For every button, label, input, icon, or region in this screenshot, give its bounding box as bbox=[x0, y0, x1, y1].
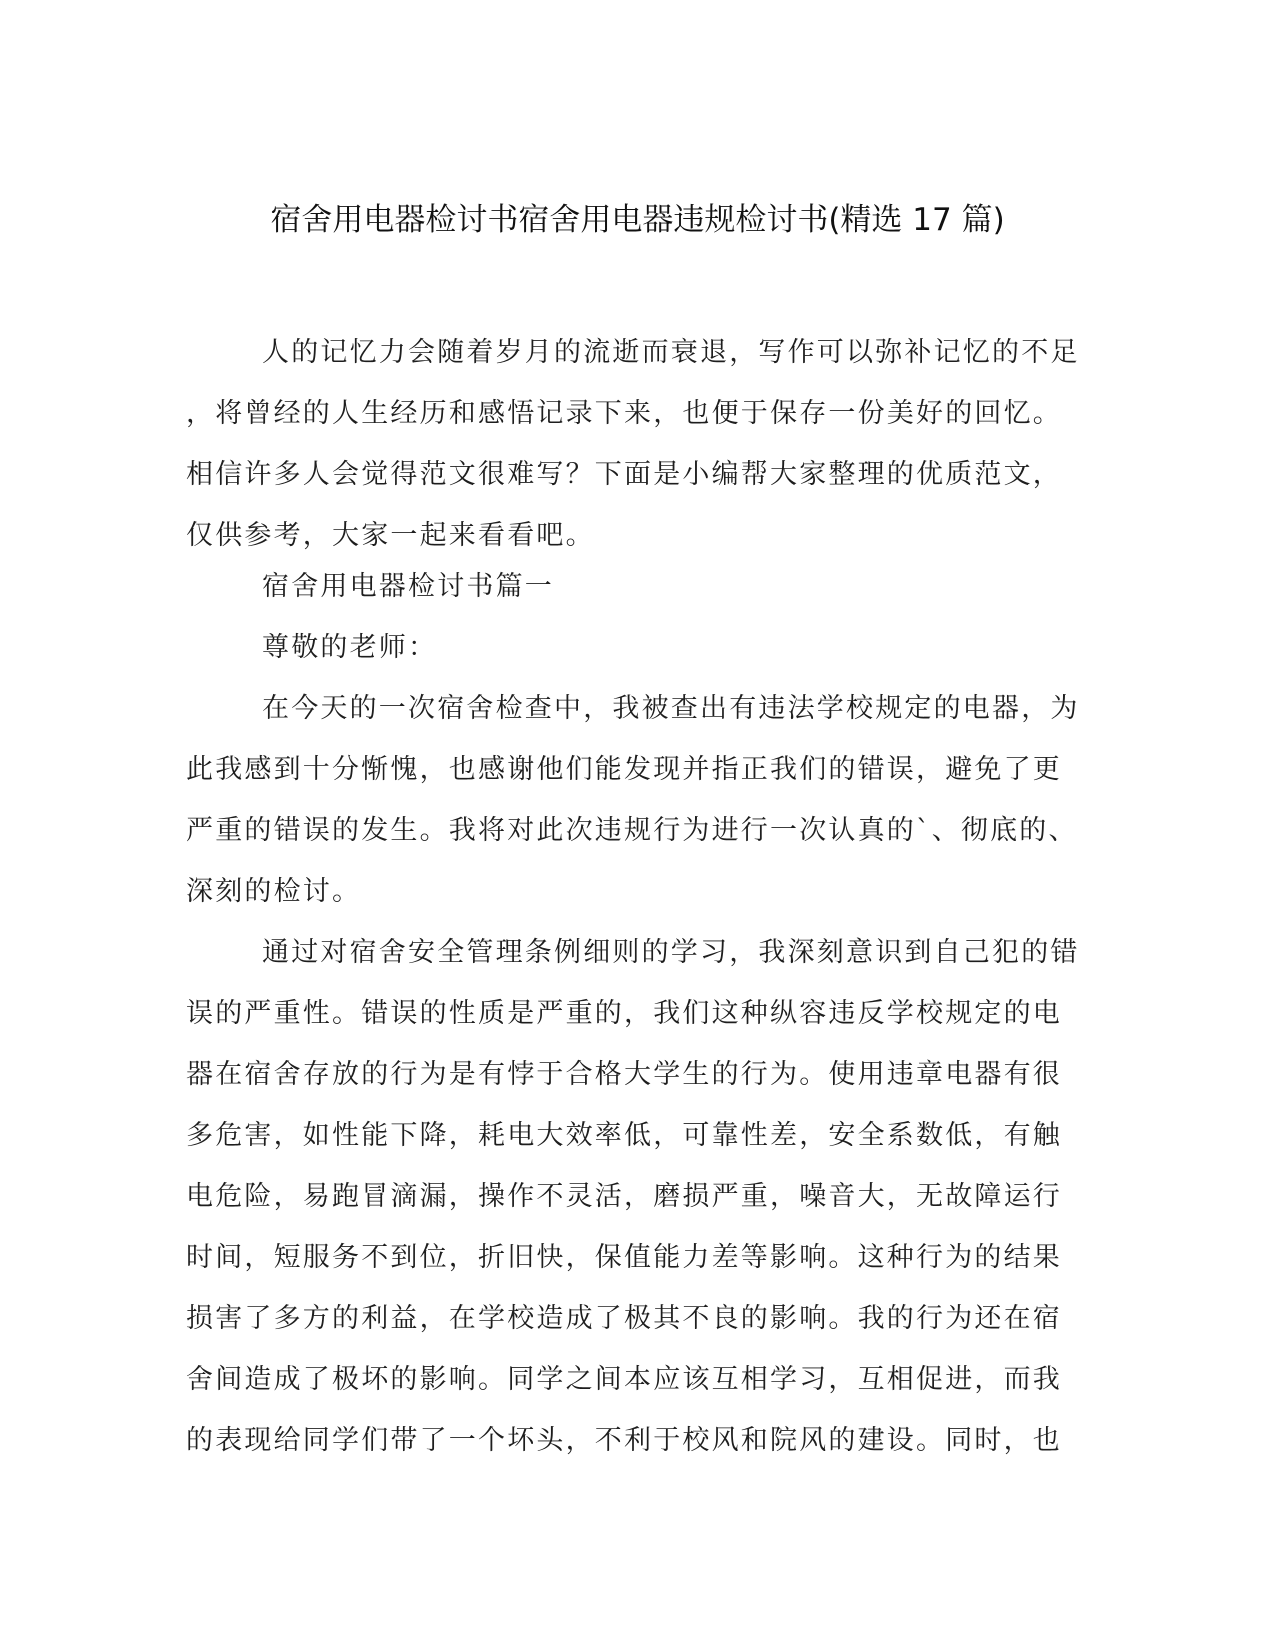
paragraph-line: 在今天的一次宿舍检查中，我被查出有违法学校规定的电器，为 bbox=[262, 693, 1080, 724]
paragraph-one bbox=[186, 678, 1090, 922]
section-heading: 宿舍用电器检讨书篇一 bbox=[262, 571, 554, 602]
paragraph-two bbox=[186, 922, 1090, 1471]
salutation: 尊敬的老师： bbox=[262, 632, 438, 663]
paragraph-line: 的表现给同学们带了一个坏头，不利于校风和院风的建设。同时，也 bbox=[186, 1425, 1062, 1456]
paragraph-line: 电危险，易跑冒滴漏，操作不灵活，磨损严重，噪音大，无故障运行 bbox=[186, 1181, 1062, 1212]
intro-line: 人的记忆力会随着岁月的流逝而衰退，写作可以弥补记忆的不足 bbox=[262, 337, 1080, 368]
paragraph-line: 时间，短服务不到位，折旧快，保值能力差等影响。这种行为的结果 bbox=[186, 1242, 1062, 1273]
paragraph-line: 此我感到十分惭愧，也感谢他们能发现并指正我们的错误，避免了更 bbox=[186, 754, 1062, 785]
intro-line: 仅供参考，大家一起来看看吧。 bbox=[186, 520, 595, 551]
paragraph-line: 通过对宿舍安全管理条例细则的学习，我深刻意识到自己犯的错 bbox=[262, 937, 1080, 968]
intro-paragraph bbox=[186, 322, 1090, 566]
paragraph-line: 损害了多方的利益，在学校造成了极其不良的影响。我的行为还在宿 bbox=[186, 1303, 1062, 1334]
paragraph-line: 器在宿舍存放的行为是有悖于合格大学生的行为。使用违章电器有很 bbox=[186, 1059, 1062, 1090]
intro-line: 相信许多人会觉得范文很难写？下面是小编帮大家整理的优质范文， bbox=[186, 459, 1062, 490]
salutation-block bbox=[186, 617, 1090, 678]
paragraph-line: 舍间造成了极坏的影响。同学之间本应该互相学习，互相促进，而我 bbox=[186, 1364, 1062, 1395]
document-title: 宿舍用电器检讨书宿舍用电器违规检讨书(精选 17 篇) bbox=[270, 202, 1005, 238]
intro-line: ，将曾经的人生经历和感悟记录下来，也便于保存一份美好的回忆。 bbox=[186, 398, 1062, 429]
paragraph-line: 误的严重性。错误的性质是严重的，我们这种纵容违反学校规定的电 bbox=[186, 998, 1062, 1029]
section-heading-block bbox=[186, 556, 1090, 617]
paragraph-line: 深刻的检讨。 bbox=[186, 876, 362, 907]
paragraph-line: 多危害，如性能下降，耗电大效率低，可靠性差，安全系数低，有触 bbox=[186, 1120, 1062, 1151]
paragraph-line: 严重的错误的发生。我将对此次违规行为进行一次认真的`、彻底的、 bbox=[186, 815, 1078, 846]
